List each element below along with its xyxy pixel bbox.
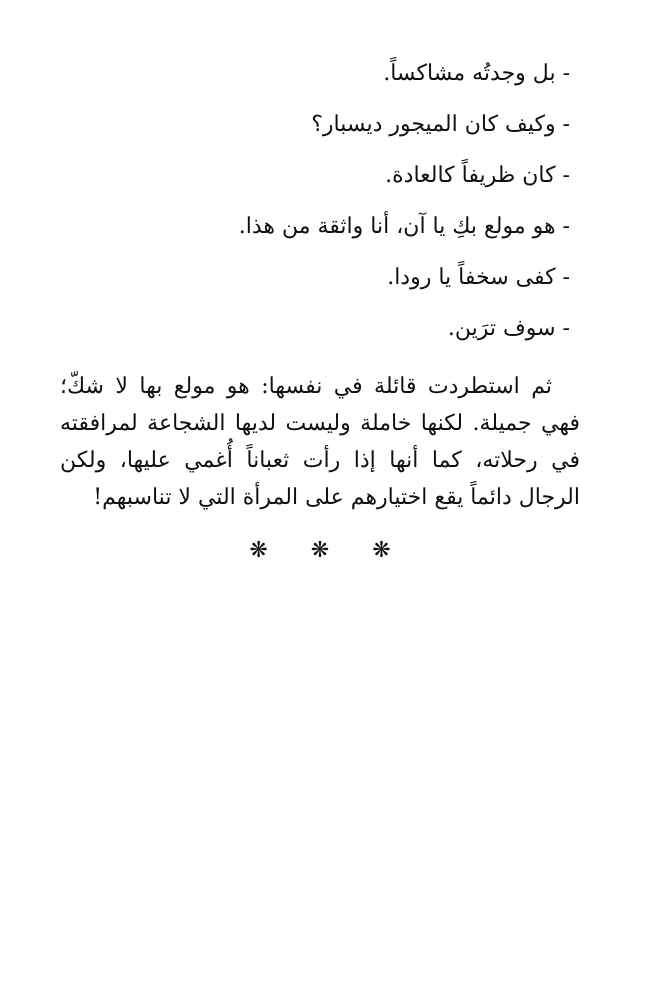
book-page — [60, 58, 580, 563]
section-separator: ❋ ❋ ❋ — [249, 538, 409, 563]
dialogue-line: - كان ظريفاً كالعادة. — [385, 163, 570, 188]
dialogue-line: - كفى سخفاً يا رودا. — [387, 265, 570, 290]
dialogue-line: - وكيف كان الميجور ديسبار؟ — [311, 112, 570, 137]
dialogue-line: - سوف ترَين. — [447, 316, 570, 341]
dialogue-line: - هو مولع بكِ يا آن، أنا واثقة من هذا. — [238, 214, 570, 239]
narrative-paragraph: ثم استطردت قائلة في نفسها: هو مولع بها لا شكّ؛ فهي جميلة. لكنها خاملة وليست لديها الشجاعة لمرافقته في رحلاته، كما أنها إذا رأت ثعباناً أُغمي عليها، ولكن الرجال دائماً يقع اختيارهم على المرأة التي لا تناسبهم! — [60, 374, 580, 510]
dialogue-line: - بل وجدتُه مشاكساً. — [383, 61, 570, 86]
